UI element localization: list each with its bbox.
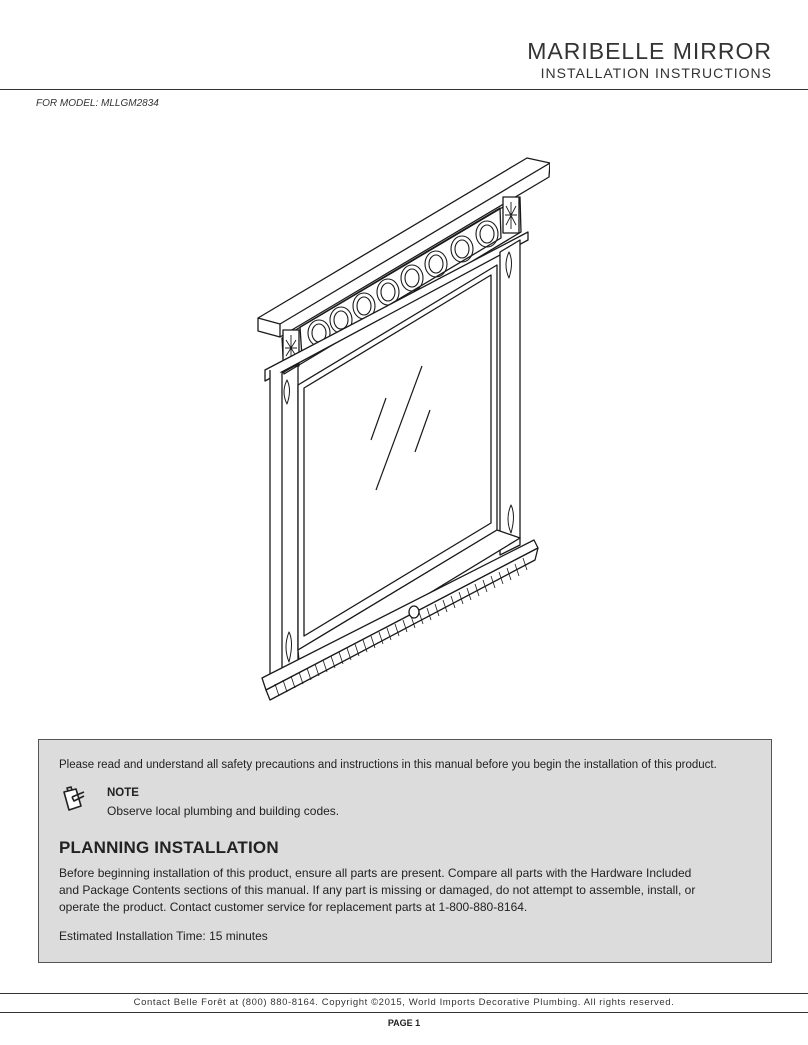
note-text: Observe local plumbing and building codes. — [107, 804, 340, 818]
installation-time: Estimated Installation Time: 15 minutes — [59, 929, 268, 943]
footer-rule-bottom — [0, 1012, 808, 1013]
mirror-illustration — [240, 150, 550, 705]
clipboard-pencil-icon — [61, 786, 87, 812]
safety-intro-text: Please read and understand all safety precautions and instructions in this manual before you begin the installation of this product. — [59, 759, 717, 771]
footer-contact: Contact Belle Forêt at (800) 880-8164. Copyright ©2015, World Imports Decorative Plumbing. All rights reserved. — [133, 997, 675, 1008]
planning-line: operate the product. Contact customer service for replacement parts at 1-800-880-8164. — [59, 900, 528, 914]
document-subtitle: INSTALLATION INSTRUCTIONS — [540, 65, 772, 81]
model-number: FOR MODEL: MLLGM2834 — [36, 98, 159, 109]
safety-notice-box — [38, 739, 772, 963]
document-title: MARIBELLE MIRROR — [527, 38, 772, 64]
page-number: PAGE 1 — [387, 1018, 421, 1028]
planning-line: and Package Contents sections of this manual. If any part is missing or damaged, do not attempt to assemble, install, or — [59, 883, 696, 897]
planning-heading: PLANNING INSTALLATION — [59, 838, 279, 857]
footer-rule-top — [0, 993, 808, 994]
note-heading: NOTE — [107, 787, 139, 799]
planning-line: Before beginning installation of this product, ensure all parts are present. Compare all parts with the Hardware Included — [59, 866, 692, 880]
header-rule — [0, 89, 808, 90]
planning-paragraph — [59, 865, 749, 916]
